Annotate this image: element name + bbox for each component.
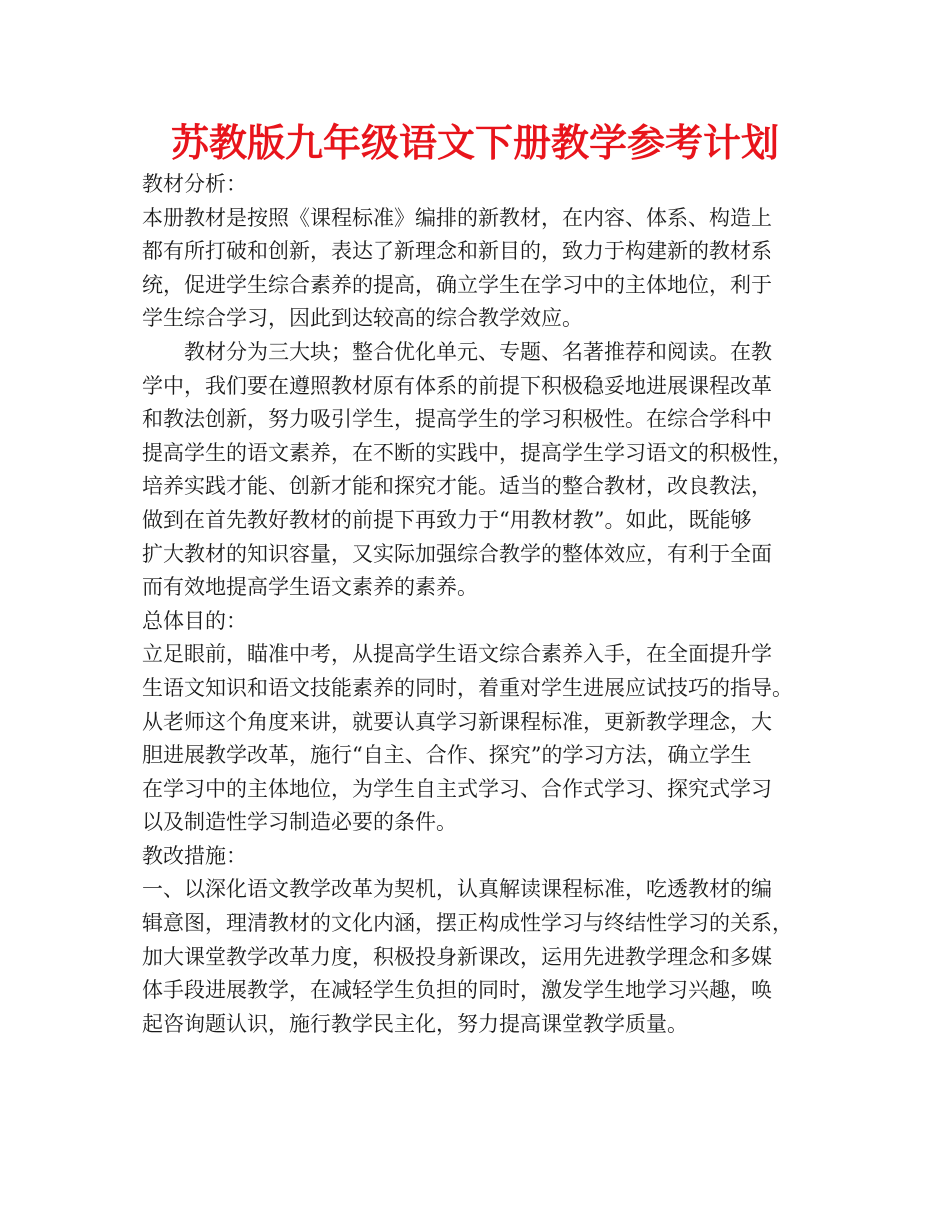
text-line: 一、以深化语文教学改革为契机，认真解读课程标准，吃透教材的编 — [142, 877, 772, 902]
text-line: 在学习中的主体地位，为学生自主式学习、合作式学习、探究式学习 — [142, 776, 772, 801]
text-line: 教材分析： — [142, 172, 247, 196]
text-line: 统，促进学生综合素养的提高，确立学生在学习中的主体地位，利于 — [142, 272, 772, 297]
text-line: 培养实践才能、创新才能和探究才能。适当的整合教材，改良教法， — [142, 474, 772, 499]
text-line: 教改措施： — [142, 843, 247, 868]
text-line: 和教法创新，努力吸引学生，提高学生的学习积极性。在综合学科中 — [142, 407, 772, 432]
text-line: 提高学生的语文素养，在不断的实践中，提高学生学习语文的积极性， — [142, 440, 793, 465]
text-line: 教材分为三大块；整合优化单元、专题、名著推荐和阅读。在教 — [184, 339, 772, 364]
text-line: 学中，我们要在遵照教材原有体系的前提下积极稳妥地进展课程改革 — [142, 373, 772, 398]
text-line: 而有效地提高学生语文素养的素养。 — [142, 575, 478, 600]
text-line: 学生综合学习，因此到达较高的综合教学效应。 — [142, 306, 583, 331]
text-line: 胆进展教学改革，施行“自主、合作、探究”的学习方法，确立学生 — [142, 743, 752, 768]
text-line: 立足眼前，瞄准中考，从提高学生语文综合素养入手，在全面提升学 — [142, 642, 772, 667]
text-line: 起咨询题认识，施行教学民主化，努力提高课堂教学质量。 — [142, 1011, 688, 1036]
text-line: 扩大教材的知识容量，又实际加强综合教学的整体效应，有利于全面 — [142, 541, 772, 566]
text-line: 以及制造性学习制造必要的条件。 — [142, 810, 457, 835]
text-line: 从老师这个角度来讲，就要认真学习新课程标准，更新教学理念，大 — [142, 709, 772, 734]
text-line: 加大课堂教学改革力度，积极投身新课改，运用先进教学理念和多媒 — [142, 944, 772, 969]
text-line: 本册教材是按照《课程标准》编排的新教材，在内容、体系、构造上 — [142, 205, 772, 230]
document-title: 苏教版九年级语文下册教学参考计划 — [170, 121, 779, 165]
text-line: 生语文知识和语文技能素养的同时，着重对学生进展应试技巧的指导。 — [142, 675, 793, 700]
text-line: 都有所打破和创新，表达了新理念和新目的，致力于构建新的教材系 — [142, 239, 772, 264]
text-line: 总体目的： — [142, 608, 247, 633]
text-line: 辑意图，理清教材的文化内涵，摆正构成性学习与终结性学习的关系， — [142, 911, 793, 936]
document-body — [142, 168, 822, 1041]
text-line: 体手段进展教学，在减轻学生负担的同时，激发学生地学习兴趣，唤 — [142, 978, 772, 1003]
text-line: 做到在首先教好教材的前提下再致力于“用教材教”。如此，既能够 — [142, 507, 752, 532]
